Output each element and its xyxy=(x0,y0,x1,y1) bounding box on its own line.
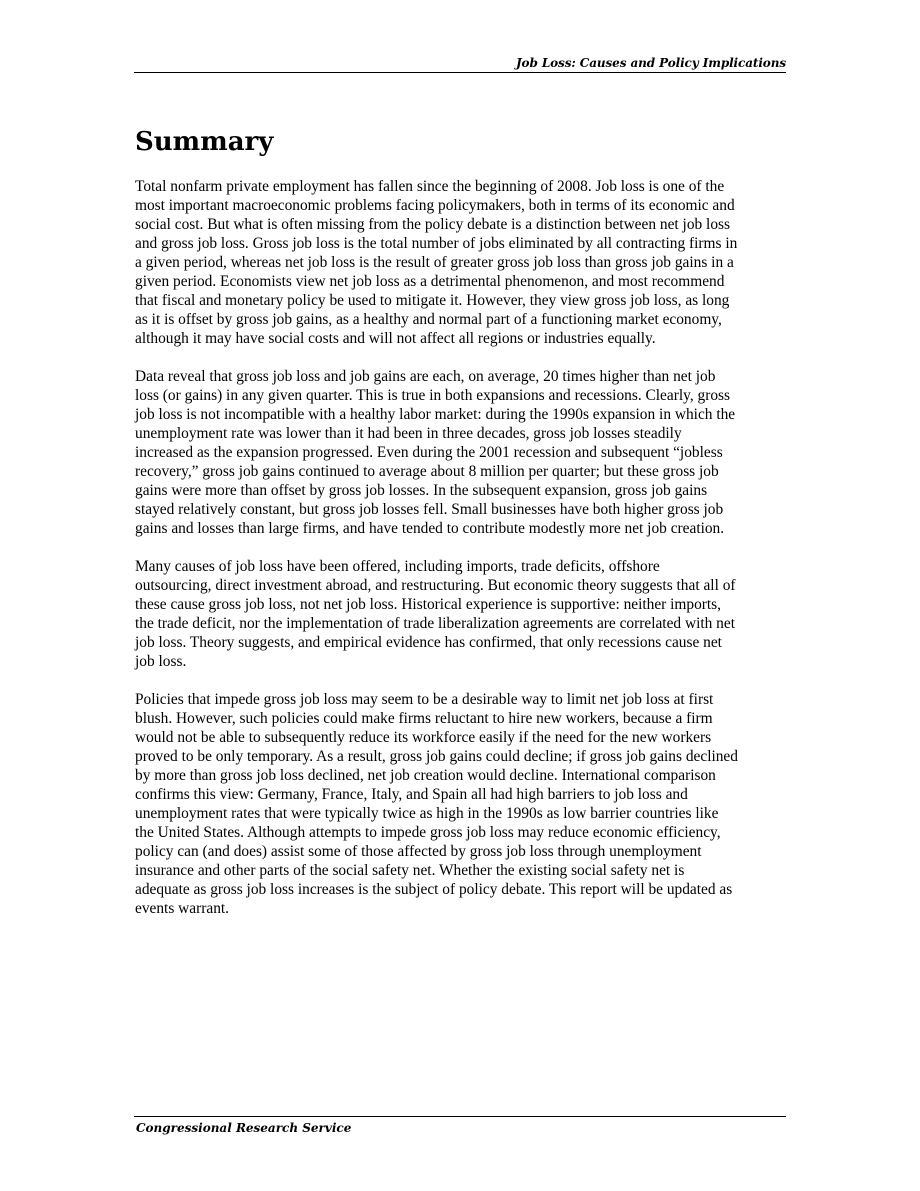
paragraph-line: increased as the expansion progressed. Even during the 2001 recession and subsequent “jobless xyxy=(135,444,723,461)
paragraph-line: adequate as gross job loss increases is the subject of policy debate. This report will be updated as xyxy=(135,881,733,898)
paragraph-line: job loss. xyxy=(135,653,187,670)
paragraph-line: recovery,” gross job gains continued to average about 8 million per quarter; but these gross job xyxy=(135,463,719,480)
paragraph-line: events warrant. xyxy=(135,900,230,917)
paragraph-line: Policies that impede gross job loss may seem to be a desirable way to limit net job loss at first xyxy=(135,691,714,708)
paragraph-1 xyxy=(135,177,787,348)
paragraph-4 xyxy=(135,690,787,918)
paragraph-line: loss (or gains) in any given quarter. This is true in both expansions and recessions. Clearly, gross xyxy=(135,387,731,404)
paragraph-line: proved to be only temporary. As a result, gross job gains could decline; if gross job gains declined xyxy=(135,748,738,765)
paragraph-line: policy can (and does) assist some of those affected by gross job loss through unemployment xyxy=(135,843,702,860)
paragraph-line: a given period, whereas net job loss is the result of greater gross job loss than gross job gains in a xyxy=(135,254,734,271)
running-footer: Congressional Research Service xyxy=(136,1121,352,1135)
paragraph-line: Data reveal that gross job loss and job gains are each, on average, 20 times higher than net job xyxy=(135,368,716,385)
paragraph-line: stayed relatively constant, but gross job losses fell. Small businesses have both higher gross job xyxy=(135,501,724,518)
header-rule xyxy=(134,72,786,73)
paragraph-line: would not be able to subsequently reduce its workforce easily if the need for the new workers xyxy=(135,729,712,746)
paragraph-line: outsourcing, direct investment abroad, and restructuring. But economic theory suggests that all of xyxy=(135,577,736,594)
paragraph-line: most important macroeconomic problems facing policymakers, both in terms of its economic and xyxy=(135,197,735,214)
paragraph-line: blush. However, such policies could make firms reluctant to hire new workers, because a firm xyxy=(135,710,713,727)
paragraph-line: that fiscal and monetary policy be used to mitigate it. However, they view gross job loss, as long xyxy=(135,292,730,309)
paragraph-line: given period. Economists view net job loss as a detrimental phenomenon, and most recommend xyxy=(135,273,725,290)
paragraph-line: job loss. Theory suggests, and empirical evidence has confirmed, that only recessions cause net xyxy=(135,634,722,651)
paragraph-line: Many causes of job loss have been offered, including imports, trade deficits, offshore xyxy=(135,558,660,575)
paragraph-line: Total nonfarm private employment has fallen since the beginning of 2008. Job loss is one of the xyxy=(135,178,725,195)
paragraph-line: the trade deficit, nor the implementation of trade liberalization agreements are correlated with net xyxy=(135,615,735,632)
page-title: Summary xyxy=(135,127,274,157)
paragraph-line: these cause gross job loss, not net job loss. Historical experience is supportive: neither imports, xyxy=(135,596,722,613)
paragraph-line: gains and losses than large firms, and have tended to contribute modestly more net job creation. xyxy=(135,520,725,537)
paragraph-3 xyxy=(135,557,787,671)
footer-rule xyxy=(134,1116,786,1117)
paragraph-line: the United States. Although attempts to impede gross job loss may reduce economic efficiency, xyxy=(135,824,721,841)
paragraph-line: unemployment rates that were typically twice as high in the 1990s as low barrier countries like xyxy=(135,805,719,822)
paragraph-line: unemployment rate was lower than it had been in three decades, gross job losses steadily xyxy=(135,425,682,442)
paragraph-line: as it is offset by gross job gains, as a healthy and normal part of a functioning market economy, xyxy=(135,311,722,328)
running-header: Job Loss: Causes and Policy Implications xyxy=(515,56,786,70)
paragraph-line: confirms this view: Germany, France, Italy, and Spain all had high barriers to job loss and xyxy=(135,786,688,803)
paragraph-line: social cost. But what is often missing from the policy debate is a distinction between net job loss xyxy=(135,216,731,233)
paragraph-line: insurance and other parts of the social safety net. Whether the existing social safety net is xyxy=(135,862,685,879)
summary-body xyxy=(135,177,787,937)
paragraph-line: by more than gross job loss declined, net job creation would decline. International comparison xyxy=(135,767,716,784)
paragraph-2 xyxy=(135,367,787,538)
paragraph-line: and gross job loss. Gross job loss is the total number of jobs eliminated by all contracting firms in xyxy=(135,235,738,252)
paragraph-line: gains were more than offset by gross job losses. In the subsequent expansion, gross job gains xyxy=(135,482,708,499)
paragraph-line: job loss is not incompatible with a healthy labor market: during the 1990s expansion in which the xyxy=(135,406,736,423)
paragraph-line: although it may have social costs and will not affect all regions or industries equally. xyxy=(135,330,656,347)
